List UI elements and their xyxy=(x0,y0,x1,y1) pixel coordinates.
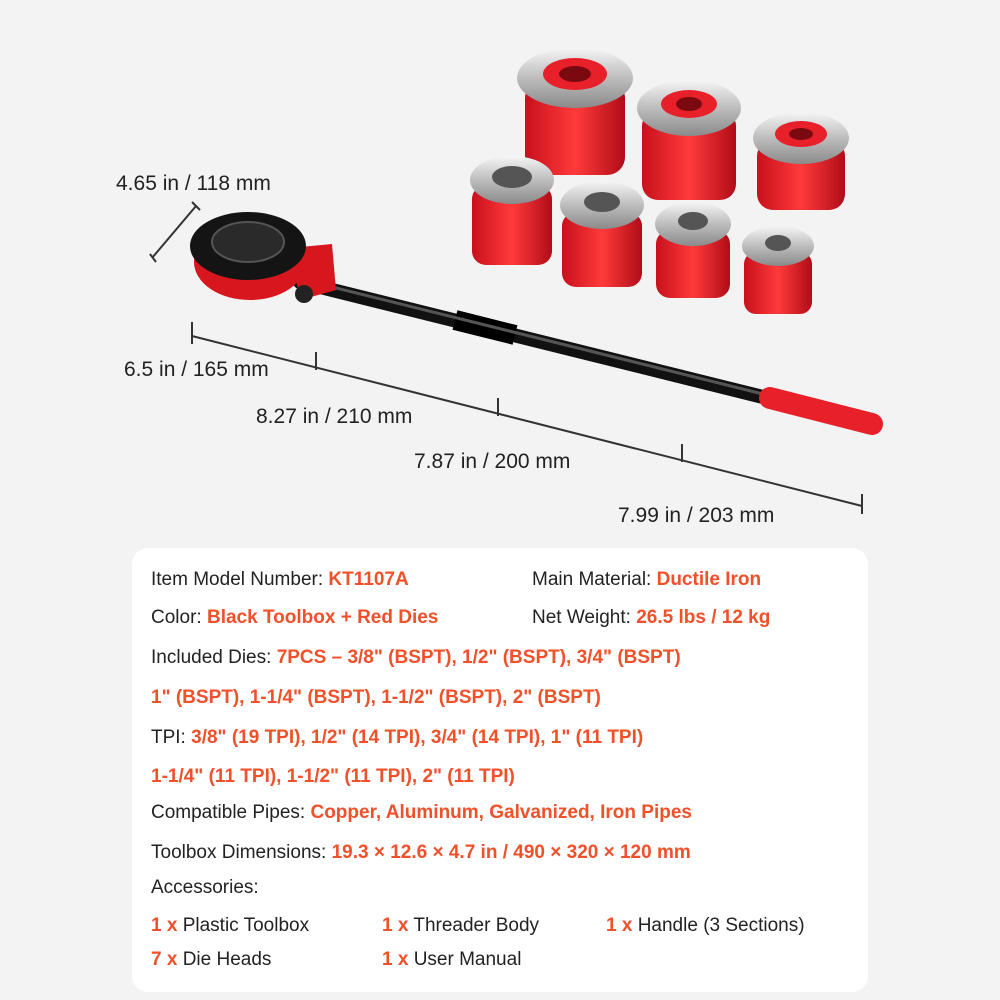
accessory-qty: 7 x xyxy=(151,949,178,970)
dimension-head-width: 4.65 in / 118 mm xyxy=(116,172,271,195)
die-head-1in xyxy=(470,156,554,265)
toolbox-label: Toolbox Dimensions: xyxy=(151,842,327,863)
threader-body xyxy=(190,212,336,303)
accessories-label: Accessories: xyxy=(151,877,259,898)
accessory-item xyxy=(382,948,521,972)
die-head-1-1-2in xyxy=(637,80,741,200)
die-head-1-1-4in xyxy=(753,112,849,210)
accessory-name: User Manual xyxy=(413,949,522,970)
weight-label: Net Weight: xyxy=(532,607,631,628)
pipes-value: Copper, Aluminum, Galvanized, Iron Pipes xyxy=(310,802,692,823)
head-width-line xyxy=(152,206,196,258)
material-value: Ductile Iron xyxy=(656,569,762,590)
weight-value: 26.5 lbs / 12 kg xyxy=(636,607,771,628)
tpi-label: TPI: xyxy=(151,727,186,748)
color-value: Black Toolbox + Red Dies xyxy=(206,607,439,628)
handle-grip xyxy=(770,398,872,424)
accessory-qty: 1 x xyxy=(382,949,409,970)
die-head-2in xyxy=(517,48,633,175)
accessory-qty: 1 x xyxy=(606,915,633,936)
dimension-head-length: 6.5 in / 165 mm xyxy=(124,358,269,381)
accessory-item xyxy=(151,914,309,938)
model-label: Item Model Number: xyxy=(151,569,324,590)
accessory-item xyxy=(606,914,805,938)
spec-color xyxy=(151,606,438,630)
dimension-section-2: 7.87 in / 200 mm xyxy=(414,450,571,473)
spec-dies-cont xyxy=(151,686,601,710)
accessory-item xyxy=(382,914,539,938)
accessory-qty: 1 x xyxy=(382,915,409,936)
accessories-heading xyxy=(151,876,259,900)
spec-toolbox xyxy=(151,841,691,865)
toolbox-value: 19.3 × 12.6 × 4.7 in / 490 × 320 × 120 mm xyxy=(331,842,691,863)
tpi-value-line-1: 3/8" (19 TPI), 1/2" (14 TPI), 3/4" (14 TPI), 1" (11 TPI) xyxy=(191,727,644,748)
spec-dies xyxy=(151,646,681,670)
dimension-section-3: 7.99 in / 203 mm xyxy=(618,504,775,527)
die-head-3-8in xyxy=(742,226,814,314)
accessory-name: Die Heads xyxy=(182,949,272,970)
accessory-name: Plastic Toolbox xyxy=(182,915,310,936)
tpi-value-line-2: 1-1/4" (11 TPI), 1-1/2" (11 TPI), 2" (11 TPI) xyxy=(151,766,515,787)
spec-tpi xyxy=(151,726,643,750)
die-heads xyxy=(470,48,849,314)
die-head-3-4in xyxy=(560,181,644,287)
spec-material xyxy=(532,568,761,592)
accessory-name: Handle (3 Sections) xyxy=(637,915,805,936)
spec-pipes xyxy=(151,801,692,825)
model-value: KT1107A xyxy=(328,569,409,590)
die-head-1-2in xyxy=(655,202,731,298)
dies-label: Included Dies: xyxy=(151,647,272,668)
dies-value-line-2: 1" (BSPT), 1-1/4" (BSPT), 1-1/2" (BSPT), 2" (BSPT) xyxy=(151,687,601,708)
dies-value-line-1: 7PCS – 3/8" (BSPT), 1/2" (BSPT), 3/4" (BSPT) xyxy=(276,647,681,668)
dimension-section-1: 8.27 in / 210 mm xyxy=(256,405,413,428)
accessory-qty: 1 x xyxy=(151,915,178,936)
material-label: Main Material: xyxy=(532,569,652,590)
spec-weight xyxy=(532,606,770,630)
pipes-label: Compatible Pipes: xyxy=(151,802,306,823)
accessory-item xyxy=(151,948,271,972)
spec-model xyxy=(151,568,409,592)
color-label: Color: xyxy=(151,607,202,628)
spec-tpi-cont xyxy=(151,765,515,789)
accessory-name: Threader Body xyxy=(413,915,540,936)
